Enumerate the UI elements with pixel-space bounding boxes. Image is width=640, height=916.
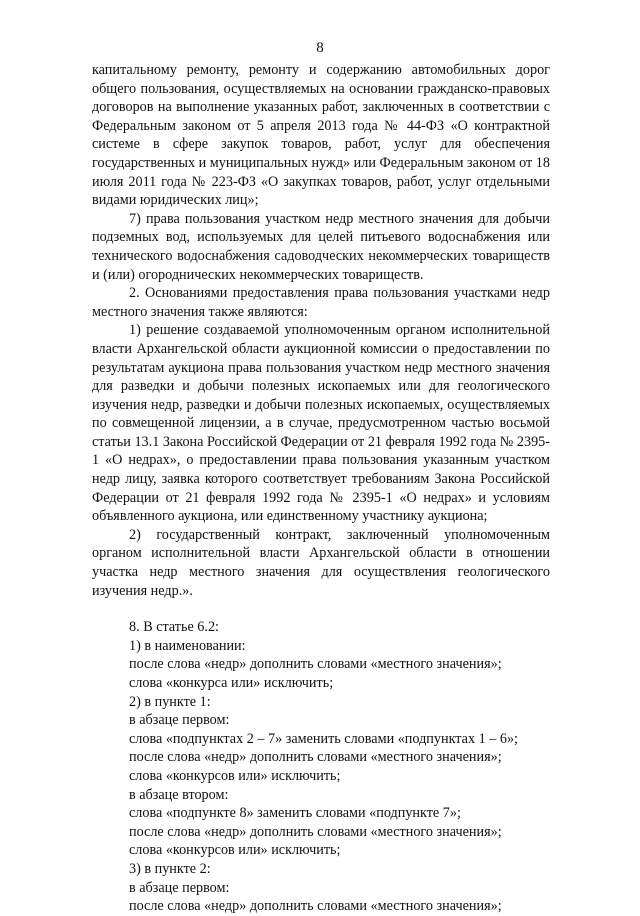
paragraph-subitem-1: 1) решение создаваемой уполномоченным органом исполнительной власти Архангельской области аукционной комиссии о предоставлении по результатам аукциона права пользования участком недр местного значения для разведки и добычи полезных ископаемых или для геологического изучения недр, разведки и добычи полезных ископаемых, осуществляемых по совмещенной лицензии, а в случае, предусмотренном частью восьмой статьи 13.1 Закона Российской Федерации от 21 февраля 1992 года № 2395-1 «О недрах», о предоставлении права пользования указанным участком недр лицу, заявка которого соответствует требованиям Закона Российской Федерации от 21 февраля 1992 года № 2395-1 «О недрах» и условиям объявленного аукциона, или единственному участнику аукциона; bbox=[92, 322, 550, 525]
amendment-line: слова «подпункте 8» заменить словами «подпункте 7»; bbox=[129, 805, 461, 822]
amendment-line: 1) в наименовании: bbox=[129, 637, 246, 654]
amendment-line: слова «конкурсов или» исключить; bbox=[129, 767, 341, 784]
document-body bbox=[92, 61, 550, 916]
section-gap bbox=[92, 600, 550, 618]
amendment-line: после слова «недр» дополнить словами «местного значения»; bbox=[129, 749, 502, 766]
amendment-line: в абзаце первом: bbox=[129, 879, 230, 896]
amendment-line: после слова «недр» дополнить словами «местного значения»; bbox=[129, 823, 502, 840]
page-number: 8 bbox=[316, 40, 324, 56]
amendment-line: слова «подпунктах 2 – 7» заменить словами «подпунктах 1 – 6»; bbox=[129, 730, 518, 747]
amendment-line: 8. В статье 6.2: bbox=[129, 619, 219, 636]
amendment-line: 2) в пункте 1: bbox=[129, 693, 211, 710]
amendment-line: 3) в пункте 2: bbox=[129, 860, 211, 877]
paragraph-continuation: капитальному ремонту, ремонту и содержанию автомобильных дорог общего пользования, осуществляемых на основании гражданско-правовых договоров на выполнение указанных работ, заключенных в соответствии с Федеральным законом от 5 апреля 2013 года № 44-ФЗ «О контрактной системе в сфере закупок товаров, работ, услуг для обеспечения государственных и муниципальных нужд» или Федеральным законом от 18 июля 2011 года № 223-ФЗ «О закупках товаров, работ, услуг отдельными видами юридических лиц»; bbox=[92, 62, 550, 209]
amendment-line: слова «конкурса или» исключить; bbox=[129, 675, 334, 691]
amendment-line: слова «конкурсов или» исключить; bbox=[129, 842, 341, 859]
paragraph-item-7: 7) права пользования участком недр местного значения для добычи подземных вод, используемых для целей питьевого водоснабжения или технического водоснабжения садоводческих некоммерческих товариществ и (или) огороднических некоммерческих товариществ. bbox=[92, 210, 550, 283]
paragraph-clause-2: 2. Основаниями предоставления права пользования участками недр местного значения также являются: bbox=[92, 285, 550, 320]
amendment-line: после слова «недр» дополнить словами «местного значения»; bbox=[129, 656, 502, 673]
amendment-line: после слова «недр» дополнить словами «местного значения»; bbox=[129, 898, 502, 915]
amendment-line: в абзаце втором: bbox=[129, 786, 229, 803]
paragraph-subitem-2: 2) государственный контракт, заключенный уполномоченным органом исполнительной власти Архангельской области в отношении участка недр местного значения для осуществления геологического изучения недр.». bbox=[92, 526, 550, 599]
amendment-list bbox=[92, 618, 550, 916]
amendment-line: в абзаце первом: bbox=[129, 712, 230, 729]
